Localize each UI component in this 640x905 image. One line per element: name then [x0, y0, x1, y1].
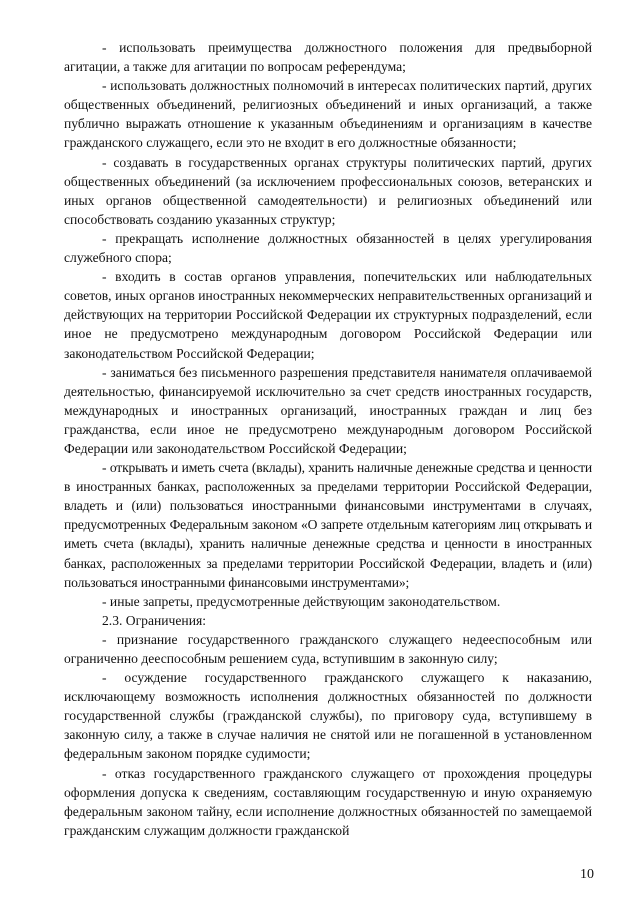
paragraph-ban-stopping-duties: - прекращать исполнение должностных обязанностей в целях урегулирования служебного спора; — [64, 230, 592, 266]
paragraph-ban-foreign-ngo-boards: - входить в состав органов управления, попечительских или наблюдательных советов, иных органов иностранных некоммерческих неправительственных организаций и действующих на территории Российской Федерации их структурных подразделений, если иное не предусмотрено международным договором Российской Федерации или законодательством Российской Федерации; — [64, 269, 592, 361]
paragraph-restriction-clearance-refusal: - отказ государственного гражданского служащего от прохождения процедуры оформления допуска к сведениям, составляющим государственную и иную охраняемую федеральным законом тайну, если исполнение должностных обязанностей по замещаемой гражданским служащим должности гражданской — [64, 765, 592, 838]
paragraph-restriction-incapacity: - признание государственного гражданского служащего недееспособным или ограниченно дееспособным решением суда, вступившим в законную силу; — [64, 631, 592, 666]
paragraph-other-bans: - иные запреты, предусмотренные действующим законодательством. — [102, 593, 501, 609]
paragraph-ban-party-structures: - создавать в государственных органах структуры политических партий, других общественных объединений (за исключением профессиональных союзов, ветеранских и иных органов общественной самодеятельности) и религиозных объединений или способствовать созданию указанных структур; — [64, 154, 592, 227]
paragraph-restriction-conviction: - осуждение государственного гражданского служащего к наказанию, исключающему возможность исполнения должностных обязанностей по должности государственной службы (гражданской службы), по приговору суда, вступившему в законную силу, а также в случае наличия не снятой или не погашенной в установленном федеральным законом порядке судимости; — [64, 670, 592, 762]
paragraph-ban-foreign-accounts: - открывать и иметь счета (вклады), хранить наличные денежные средства и ценности в иностранных банках, расположенных за пределами территории Российской Федерации, владеть и (или) пользоваться иностранными финансовыми инструментами в случаях, предусмотренных Федеральным законом «О запрете отдельным категориям лиц открывать и иметь счета (вклады), хранить наличные денежные средства и ценности в иностранных банках, расположенных за пределами территории Российской Федерации, владеть и (или) пользоваться иностранными финансовыми инструментами»; — [64, 460, 592, 590]
page-number: 10 — [580, 867, 594, 882]
section-heading-restrictions: 2.3. Ограничения: — [102, 612, 207, 628]
paragraph-ban-foreign-funded-work: - заниматься без письменного разрешения представителя нанимателя оплачиваемой деятельностью, финансируемой исключительно за счет средств иностранных государств, международных и иностранных организаций, иностранных граждан и лиц без гражданства, если иное не предусмотрено международным договором Российской Федерации или законодательством Российской Федерации; — [64, 364, 592, 456]
paragraph-ban-political-use: - использовать должностных полномочий в интересах политических партий, других общественных объединений, религиозных объединений и иных организаций, а также публично выражать отношение к указанным объединениям и организациям в качестве гражданского служащего, если это не входит в его должностные обязанности; — [64, 78, 592, 151]
paragraph-ban-campaigning: - использовать преимущества должностного положения для предвыборной агитации, а также для агитации по вопросам референдума; — [64, 40, 592, 75]
document-body — [64, 38, 592, 840]
